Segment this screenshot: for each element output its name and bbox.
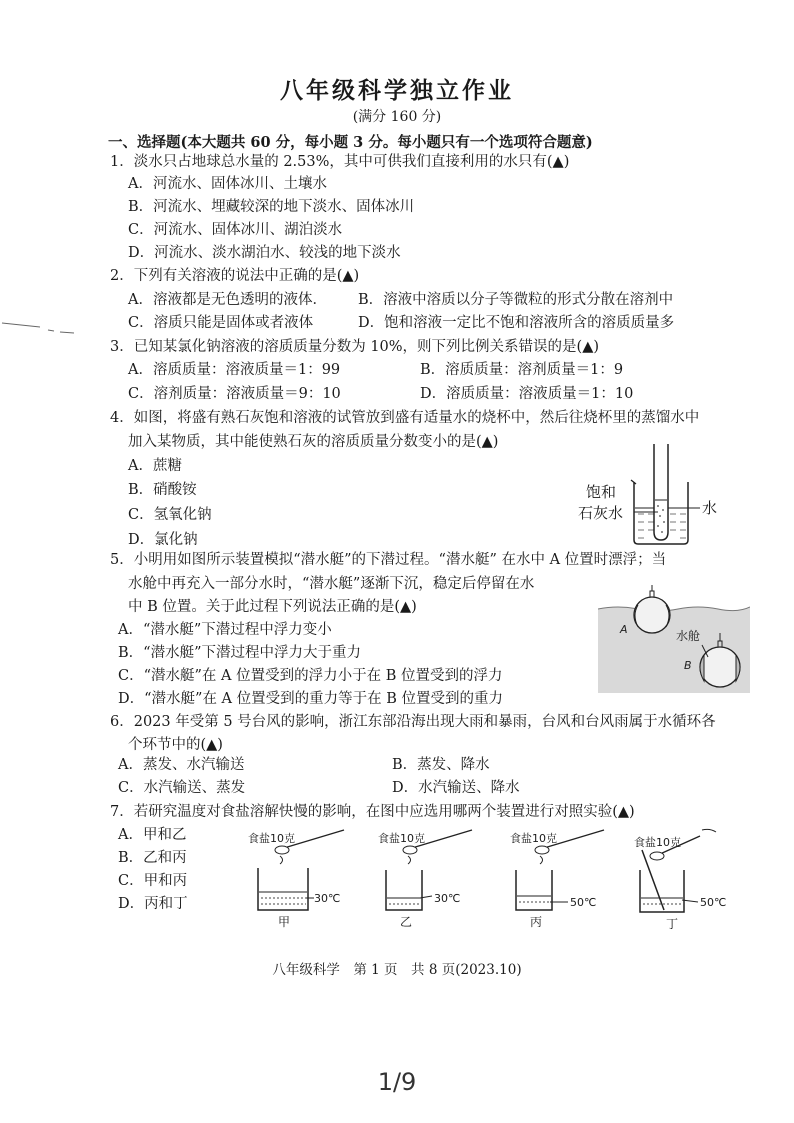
question-1-option-a: A．河流水、固体冰川、土壤水 (128, 176, 327, 192)
question-3-stem: 3．已知某氯化钠溶液的溶质质量分数为 10%，则下列比例关系错误的是(▲) (110, 339, 600, 355)
question-2-option-b: B．溶液中溶质以分子等微粒的形式分散在溶剂中 (358, 292, 674, 308)
question-5-option-c: C．“潜水艇”在 A 位置受到的浮力小于在 B 位置受到的浮力 (118, 668, 503, 684)
question-4-option-c: C．氢氧化钠 (128, 507, 212, 523)
question-4-option-d: D．氯化钠 (128, 532, 198, 548)
temp-yi: 30℃ (434, 892, 461, 905)
question-1-option-b: B．河流水、埋藏较深的地下淡水、固体冰川 (128, 199, 415, 215)
label-water: 水 (702, 499, 718, 517)
question-7-option-c: C．甲和丙 (118, 873, 188, 889)
question-6-option-d: D．水汽输送、降水 (392, 780, 520, 796)
label-jia: 甲 (278, 915, 291, 929)
question-3-option-d: D．溶质质量：溶液质量＝1：10 (420, 386, 634, 402)
question-3-option-a: A．溶质质量：溶液质量＝1：99 (128, 362, 341, 378)
beaker-ding (634, 829, 726, 931)
question-3-option-b: B．溶质质量：溶剂质量＝1：9 (420, 362, 624, 378)
full-score-note: (满分 160 分) (352, 109, 442, 125)
question-5-option-a: A．“潜水艇”下潜过程中浮力变小 (118, 622, 332, 638)
question-5-stem-line-3: 中 B 位置。关于此过程下列说法正确的是(▲) (128, 599, 417, 615)
question-5-option-d: D．“潜水艇”在 A 位置受到的重力等于在 B 位置受到的重力 (118, 691, 504, 707)
label-yi: 乙 (400, 915, 413, 929)
label-water-tank: 水舱 (676, 629, 701, 643)
question-1-option-d: D．河流水、淡水湖泊水、较浅的地下淡水 (128, 245, 401, 261)
question-1-stem: 1．淡水只占地球总水量的 2.53%，其中可供我们直接利用的水只有(▲) (110, 154, 570, 170)
dissolving-experiment-figure (240, 826, 740, 936)
question-7-option-d: D．丙和丁 (118, 896, 188, 912)
salt-label-jia: 食盐10克 (248, 832, 295, 845)
page-footer: 八年级科学 第 1 页 共 8 页(2023.10) (272, 962, 522, 978)
question-6-option-b: B．蒸发、降水 (392, 757, 490, 773)
beaker-bing (510, 830, 604, 929)
question-7-option-a: A．甲和乙 (118, 827, 187, 843)
section-heading: 一、选择题(本大题共 60 分，每小题 3 分。每小题只有一个选项符合题意) (108, 134, 593, 151)
question-7-stem: 7．若研究温度对食盐溶解快慢的影响，在图中应选用哪两个装置进行对照实验(▲) (110, 804, 635, 820)
temp-ding: 50℃ (700, 896, 727, 909)
question-4-stem-line-2: 加入某物质，其中能使熟石灰的溶质质量分数变小的是(▲) (128, 434, 499, 450)
question-4-option-b: B．硝酸铵 (128, 482, 197, 498)
temp-bing: 50℃ (570, 896, 597, 909)
question-4-stem-line-1: 4．如图，将盛有熟石灰饱和溶液的试管放到盛有适量水的烧杯中，然后往烧杯里的蒸馏水中 (110, 410, 700, 426)
question-6-option-a: A．蒸发、水汽输送 (118, 757, 245, 773)
question-5-stem-line-1: 5．小明用如图所示装置模拟“潜水艇”的下潜过程。“潜水艇” 在水中 A 位置时漂浮；当 (110, 552, 667, 568)
temp-jia: 30℃ (314, 892, 341, 905)
question-2-option-c: C．溶质只能是固体或者液体 (128, 315, 314, 331)
salt-label-bing: 食盐10克 (510, 832, 557, 845)
label-position-b: B (684, 659, 692, 672)
question-6-stem-line-1: 6．2023 年受第 5 号台风的影响，浙江东部沿海出现大雨和暴雨，台风和台风雨属于水循环各 (110, 714, 716, 730)
question-5-stem-line-2: 水舱中再充入一部分水时，“潜水艇”逐渐下沉，稳定后停留在水 (128, 576, 535, 592)
question-6-option-c: C．水汽输送、蒸发 (118, 780, 246, 796)
question-3-option-c: C．溶剂质量：溶液质量＝9：10 (128, 386, 341, 402)
question-5-option-b: B．“潜水艇”下潜过程中浮力大于重力 (118, 645, 361, 661)
question-2-stem: 2．下列有关溶液的说法中正确的是(▲) (110, 268, 360, 284)
beaker-yi (378, 830, 472, 929)
question-7-option-b: B．乙和丙 (118, 850, 187, 866)
margin-scribble (0, 318, 80, 338)
beaker-jia (248, 830, 344, 929)
label-position-a: A (620, 623, 628, 636)
page-counter: 1/9 (377, 1068, 417, 1096)
label-ding: 丁 (666, 917, 679, 931)
question-4-option-a: A．蔗糖 (128, 458, 182, 474)
question-2-option-d: D．饱和溶液一定比不饱和溶液所含的溶质质量多 (358, 315, 675, 331)
label-saturated: 饱和 (586, 483, 617, 501)
label-bing: 丙 (530, 915, 543, 929)
page-title: 八年级科学独立作业 (280, 78, 514, 104)
question-1-option-c: C．河流水、固体冰川、湖泊淡水 (128, 222, 343, 238)
question-2-option-a: A．溶液都是无色透明的液体． (128, 292, 327, 308)
beaker-test-tube-figure (576, 440, 746, 545)
salt-label-yi: 食盐10克 (378, 832, 425, 845)
question-6-stem-line-2: 个环节中的(▲) (128, 737, 223, 753)
salt-label-ding: 食盐10克 (634, 836, 681, 849)
submarine-figure (598, 585, 750, 693)
label-limewater: 石灰水 (578, 504, 624, 522)
